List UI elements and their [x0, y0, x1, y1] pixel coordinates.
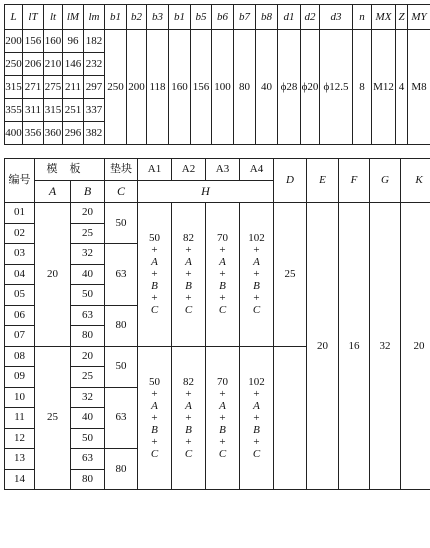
var-b: B [151, 423, 158, 436]
f-cell: 16 [339, 203, 370, 490]
plus-sign: + [253, 411, 260, 424]
header-cell: b2 [127, 5, 147, 30]
h-base: 70 [217, 375, 228, 388]
c-cell: 80 [105, 449, 138, 490]
b-cell: 50 [71, 428, 105, 449]
id-cell: 09 [5, 367, 35, 388]
var-b: B [219, 423, 226, 436]
shared-cell: ϕ12.5 [320, 30, 353, 145]
header-cell: lt [44, 5, 63, 30]
var-a: A [185, 399, 192, 412]
shared-cell: 118 [147, 30, 169, 145]
id-cell: 10 [5, 387, 35, 408]
header-cell: L [5, 5, 23, 30]
b-cell: 25 [71, 367, 105, 388]
header-cell: Z [396, 5, 408, 30]
var-b: B [253, 280, 260, 293]
e-cell: 20 [307, 203, 339, 490]
plus-sign: + [151, 411, 158, 424]
table-row [5, 30, 430, 53]
plus-sign: + [219, 387, 226, 400]
plus-sign: + [185, 387, 192, 400]
header-cell: d3 [320, 5, 353, 30]
table-cell: 232 [84, 53, 105, 76]
var-c: C [150, 447, 159, 460]
b-cell: 50 [71, 285, 105, 306]
b-subheader: B [71, 181, 105, 203]
c-cell: 63 [105, 387, 138, 449]
g-cell: 32 [370, 203, 401, 490]
table-cell: 356 [23, 122, 44, 145]
b-cell: 32 [71, 244, 105, 265]
var-a: A [253, 256, 260, 269]
shared-cell: ϕ28 [278, 30, 301, 145]
id-cell: 13 [5, 449, 35, 470]
header-cell: b1 [169, 5, 191, 30]
table-cell: 251 [63, 99, 84, 122]
a1-header: A1 [138, 159, 172, 181]
template-header: 模板 [35, 159, 105, 181]
h-base: 82 [183, 375, 194, 388]
plus-sign: + [151, 268, 158, 281]
id-cell: 01 [5, 203, 35, 224]
b-cell: 25 [71, 223, 105, 244]
plus-sign: + [151, 292, 158, 305]
a4-header: A4 [240, 159, 274, 181]
id-cell: 06 [5, 305, 35, 326]
plus-sign: + [151, 244, 158, 257]
table-cell: 297 [84, 76, 105, 99]
var-c: C [184, 304, 193, 317]
header-cell: b3 [147, 5, 169, 30]
shared-cell: 100 [212, 30, 234, 145]
table-cell: 200 [5, 30, 23, 53]
table-cell: 337 [84, 99, 105, 122]
shared-cell: 250 [105, 30, 127, 145]
table-cell: 400 [5, 122, 23, 145]
h-formula-a3 [206, 346, 240, 490]
h-formula-a2 [172, 203, 206, 347]
var-c: C [218, 304, 227, 317]
h-base: 82 [183, 232, 194, 245]
id-header: 编号 [5, 159, 35, 203]
var-b: B [219, 280, 226, 293]
d-cell: 25 [274, 203, 307, 347]
var-c: C [218, 447, 227, 460]
plus-sign: + [185, 244, 192, 257]
shared-cell: 80 [234, 30, 256, 145]
plus-sign: + [219, 244, 226, 257]
header-cell: d2 [301, 5, 320, 30]
header-cell: MY [408, 5, 430, 30]
c-cell: 50 [105, 346, 138, 387]
header-cell: n [353, 5, 372, 30]
g-header: G [370, 159, 401, 203]
header-cell: MX [372, 5, 396, 30]
plus-sign: + [185, 268, 192, 281]
h-base: 50 [149, 232, 160, 245]
shared-cell: ϕ20 [301, 30, 320, 145]
shared-cell: 200 [127, 30, 147, 145]
b-cell: 40 [71, 264, 105, 285]
h-formula-a3 [206, 203, 240, 347]
table-cell: 146 [63, 53, 84, 76]
h-base: 70 [217, 232, 228, 245]
plus-sign: + [185, 292, 192, 305]
header-cell: b7 [234, 5, 256, 30]
a2-header: A2 [172, 159, 206, 181]
header-cell: d1 [278, 5, 301, 30]
id-cell: 08 [5, 346, 35, 367]
var-a: A [151, 399, 158, 412]
dimension-table-top [4, 4, 430, 145]
k-header: K [401, 159, 430, 203]
b-cell: 20 [71, 203, 105, 224]
header-cell: lm [84, 5, 105, 30]
table-cell: 311 [23, 99, 44, 122]
table-cell: 250 [5, 53, 23, 76]
plus-sign: + [151, 435, 158, 448]
header-cell: b5 [191, 5, 212, 30]
h-formula-a2 [172, 346, 206, 490]
a-subheader: A [35, 181, 71, 203]
plus-sign: + [185, 411, 192, 424]
table-cell: 156 [23, 30, 44, 53]
var-c: C [252, 304, 261, 317]
h-base: 102 [248, 232, 265, 245]
table-cell: 211 [63, 76, 84, 99]
var-b: B [185, 280, 192, 293]
plus-sign: + [253, 292, 260, 305]
h-formula-a1 [138, 203, 172, 347]
b-cell: 63 [71, 305, 105, 326]
d-cell-empty [274, 346, 307, 490]
var-a: A [185, 256, 192, 269]
var-b: B [185, 423, 192, 436]
h-base: 102 [248, 375, 265, 388]
h-formula-a4 [240, 346, 274, 490]
d-header: D [274, 159, 307, 203]
id-cell: 07 [5, 326, 35, 347]
plus-sign: + [185, 435, 192, 448]
c-subheader: C [105, 181, 138, 203]
plus-sign: + [219, 435, 226, 448]
id-cell: 12 [5, 428, 35, 449]
shared-cell: M12 [372, 30, 396, 145]
var-b: B [253, 423, 260, 436]
c-cell: 80 [105, 305, 138, 346]
var-a: A [219, 399, 226, 412]
k-cell: 20 [401, 203, 430, 490]
c-cell: 50 [105, 203, 138, 244]
plus-sign: + [253, 435, 260, 448]
table-cell: 182 [84, 30, 105, 53]
b-cell: 80 [71, 326, 105, 347]
id-cell: 11 [5, 408, 35, 429]
table-cell: 315 [44, 99, 63, 122]
h-formula-a4 [240, 203, 274, 347]
id-cell: 05 [5, 285, 35, 306]
var-a: A [219, 256, 226, 269]
h-base: 50 [149, 375, 160, 388]
plus-sign: + [219, 411, 226, 424]
table-cell: 296 [63, 122, 84, 145]
table-cell: 160 [44, 30, 63, 53]
header-cell: b8 [256, 5, 278, 30]
header-cell: lM [63, 5, 84, 30]
id-cell: 03 [5, 244, 35, 265]
table-cell: 315 [5, 76, 23, 99]
shared-cell: 4 [396, 30, 408, 145]
id-cell: 04 [5, 264, 35, 285]
a-cell: 20 [35, 203, 71, 347]
block-header: 垫块 [105, 159, 138, 181]
header-cell: b6 [212, 5, 234, 30]
dimension-table-bottom [4, 158, 430, 490]
header-row [5, 5, 430, 30]
header-cell: lT [23, 5, 44, 30]
h-subheader: H [138, 181, 274, 203]
b-cell: 80 [71, 469, 105, 490]
table-cell: 210 [44, 53, 63, 76]
f-header: F [339, 159, 370, 203]
id-cell: 14 [5, 469, 35, 490]
var-c: C [184, 447, 193, 460]
table-cell: 271 [23, 76, 44, 99]
plus-sign: + [151, 387, 158, 400]
var-c: C [252, 447, 261, 460]
table-cell: 382 [84, 122, 105, 145]
table-cell: 206 [23, 53, 44, 76]
shared-cell: 8 [353, 30, 372, 145]
var-c: C [150, 304, 159, 317]
table-row [5, 203, 430, 224]
table-cell: 275 [44, 76, 63, 99]
table-cell: 355 [5, 99, 23, 122]
shared-cell: 156 [191, 30, 212, 145]
shared-cell: 160 [169, 30, 191, 145]
var-b: B [151, 280, 158, 293]
table-cell: 96 [63, 30, 84, 53]
a-cell: 25 [35, 346, 71, 490]
plus-sign: + [253, 268, 260, 281]
plus-sign: + [219, 268, 226, 281]
plus-sign: + [219, 292, 226, 305]
b-cell: 40 [71, 408, 105, 429]
shared-cell: 40 [256, 30, 278, 145]
h-formula-a1 [138, 346, 172, 490]
plus-sign: + [253, 244, 260, 257]
var-a: A [151, 256, 158, 269]
b-cell: 32 [71, 387, 105, 408]
id-cell: 02 [5, 223, 35, 244]
var-a: A [253, 399, 260, 412]
shared-cell: M8 [408, 30, 430, 145]
b-cell: 63 [71, 449, 105, 470]
e-header: E [307, 159, 339, 203]
c-cell: 63 [105, 244, 138, 306]
b-cell: 20 [71, 346, 105, 367]
header-cell: b1 [105, 5, 127, 30]
group-header-row [5, 159, 430, 181]
a3-header: A3 [206, 159, 240, 181]
plus-sign: + [253, 387, 260, 400]
table-cell: 360 [44, 122, 63, 145]
